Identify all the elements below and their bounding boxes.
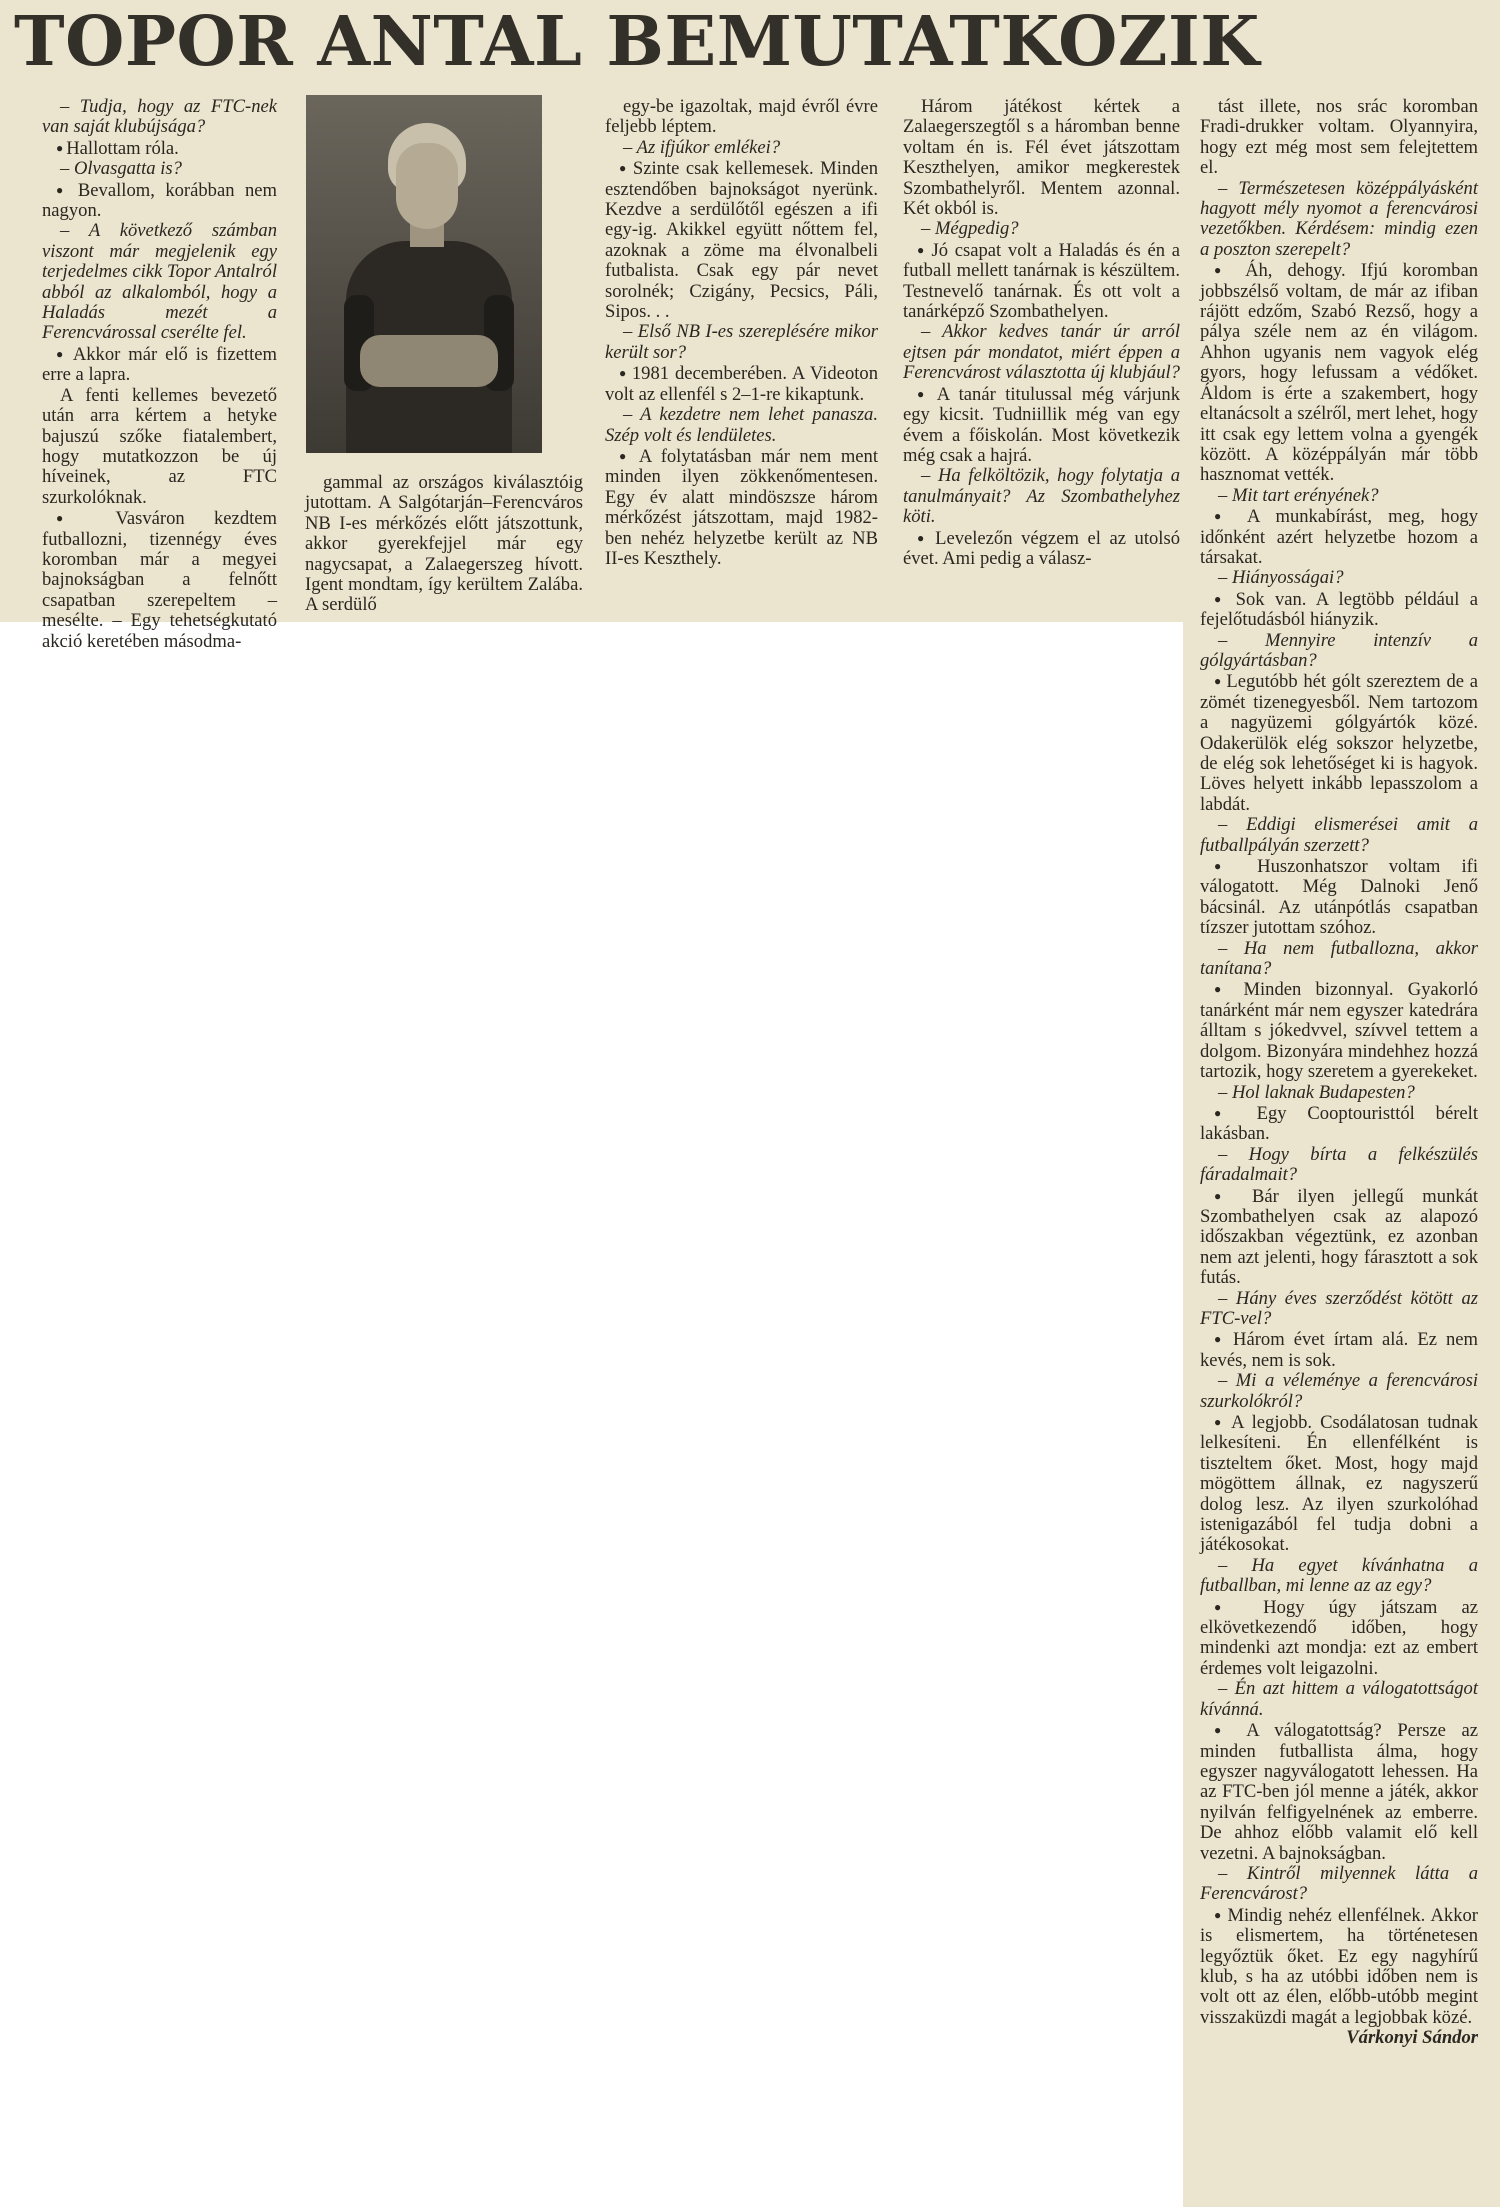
answer-paragraph: ● Levelezőn végzem el az utolsó évet. Ami pedig a válasz- [903, 528, 1180, 570]
player-portrait-photo [306, 95, 542, 453]
question-paragraph: – Ha felköltözik, hogy folytatja a tanulmányait? Az Szombathelyhez köti. [903, 465, 1180, 528]
answer-paragraph: ● A munkabírást, meg, hogy időnként azért helyzetbe hozom a társakat. [1200, 506, 1478, 568]
article-column-2 [305, 473, 583, 616]
author-signature: Várkonyi Sándor [1346, 2027, 1478, 2049]
answer-paragraph: ● Jó csapat volt a Haladás és én a futball mellett tanárnak is készültem. Testnevelő tanárnak. És ott volt a tanárképző Szombathelyen. [903, 240, 1180, 323]
answer-paragraph: ● Hogy úgy játszam az elkövetkezendő időben, hogy mindenki azt mondja: ezt az embert érdemes volt leigazolni. [1200, 1597, 1478, 1680]
answer-paragraph: ● A legjobb. Csodálatosan tudnak lelkesíteni. Én ellenfélként is tiszteltem őket. Most, hogy majd mögöttem állnak, ez nagyszerű dolog lesz. Az ilyen szurkolóhad istenigazából fel tudja dobni a játékosokat. [1200, 1412, 1478, 1556]
answer-paragraph: ● A folytatásban már nem ment minden ilyen zökkenőmentesen. Egy év alatt mindöszsze három mérkőzést játszottam, majd 1982-ben nehéz helyzetbe került az NB II-es Keszthely. [605, 446, 878, 569]
answer-paragraph: ● A válogatottság? Persze az minden futballista álma, hogy egyszer nagyválogatott lehessen. Ha az FTC-ben jól menne a játék, akkor nyilván felfigyelnének az emberre. De ahhoz előbb valamit elő kell vezetni. A bajnokságban. [1200, 1720, 1478, 1864]
answer-paragraph: ● Minden bizonnyal. Gyakorló tanárként már nem egyszer katedrára álltam s jókedvvel, szívvel tettem a dolgom. Bizonyára mindehhez hozzá tartozik, hogy szeretem a gyerekeket. [1200, 979, 1478, 1082]
article-column-3 [605, 97, 878, 569]
answer-paragraph: ● Sok van. A legtöbb például a fejelőtudásból hiányzik. [1200, 589, 1478, 631]
question-paragraph: – A következő számban viszont már megjelenik egy terjedelmes cikk Topor Antalról abból az alkalomból, hogy a Haladás mezét a Ferencvárossal cserélte fel. [42, 220, 277, 344]
question-paragraph: – Eddigi elismerései amit a futballpályán szerzett? [1200, 814, 1478, 856]
body-paragraph: A fenti kellemes bevezető után arra kértem a hetyke bajuszú szőke fiatalembert, hogy mutatkozzon be új híveinek, az FTC szurkolóknak. [42, 384, 277, 508]
article-column-5 [1200, 97, 1478, 2049]
question-paragraph: – Mi a véleménye a ferencvárosi szurkolókról? [1200, 1370, 1478, 1412]
body-paragraph: tást illete, nos srác koromban Fradi-drukker voltam. Olyannyira, hogy ezt még most sem felejtettem el. [1200, 96, 1478, 179]
article-column-4 [903, 97, 1180, 569]
question-paragraph: – Hiányosságai? [1218, 567, 1344, 589]
question-paragraph: – Ha nem futballozna, akkor tanítana? [1200, 937, 1478, 980]
answer-paragraph: ● Három évet írtam alá. Ez nem kevés, nem is sok. [1200, 1329, 1478, 1371]
answer-paragraph: ● A tanár titulussal még várjunk egy kicsit. Tudniillik még van egy évem a főiskolán. Most következik még csak a hajrá. [903, 384, 1180, 467]
answer-paragraph: ● Bevallom, korábban nem nagyon. [42, 180, 277, 222]
answer-paragraph: ● Legutóbb hét gólt szereztem de a zömét tizenegyesből. Nem tartozom a nagyüzemi gólgyártók közé. Odakerülök elég sokszor helyzetbe, de elég sok lehetőséget ki is hagyok. Löves helyett inkább lepasszolom a labdát. [1200, 671, 1478, 815]
question-paragraph: – Én azt hittem a válogatottságot kívánná. [1200, 1678, 1478, 1720]
question-paragraph: – Mennyire intenzív a gólgyártásban? [1200, 629, 1478, 671]
answer-paragraph: ● Akkor már elő is fizettem erre a lapra. [42, 344, 277, 386]
body-paragraph: Három játékost kértek a Zalaegerszegtől s a háromban benne voltam én is. Fél évet játszottam Keszthelyen, amikor megkerestek Szombathelyről. Mentem azonnal. Két okból is. [903, 96, 1180, 220]
question-paragraph: – Hogy bírta a felkészülés fáradalmait? [1200, 1143, 1478, 1186]
answer-paragraph: ● Áh, dehogy. Ifjú koromban jobbszélső voltam, de már az ifiban rájött edzőm, Szabó Rezső, hogy a pálya széle nem az én világom. Ahhon ugyanis nem vagyok elég gyors, hogy lefussam a védőket. Áldom is érte a szakembert, hogy eltanácsolt a szélről, mert lehet, hogy itt csak egy lettem volna a gyengék között. A középpályán már több hasznomat vették. [1200, 260, 1478, 485]
answer-paragraph: ● Vasváron kezdtem futballozni, tizennégy éves koromban már a megyei bajnokságban a felnőtt csapatban szerepeltem – mesélte. – Egy tehetségkutató akció keretében másodma- [42, 508, 277, 652]
body-paragraph: gammal az országos kiválasztóig jutottam. A Salgótarján–Ferencváros NB I-es mérkőzés előtt játszottunk, akkor gyerekfejjel már egy nagycsapat, a Zalaegerszeg hívott. Igent mondtam, így kerültem Zalába. A serdülő [305, 472, 583, 616]
body-paragraph: egy-be igazoltak, majd évről évre feljebb léptem. [605, 96, 878, 138]
article-headline: TOPOR ANTAL BEMUTATKOZIK [14, 2, 1260, 82]
answer-paragraph: ● Mindig nehéz ellenfélnek. Akkor is elismertem, ha történetesen legyőztük őket. Ez egy nagyhírű klub, s ha az utóbbi időben nem is volt ott az élen, előbb-utóbb megint visszaküzdi magát a legjobbak közé. [1200, 1905, 1478, 2028]
photo-crossed-arms [360, 335, 498, 387]
question-paragraph: – Első NB I-es szereplésére mikor került sor? [605, 321, 878, 363]
question-paragraph: – Olvasgatta is? [60, 158, 182, 180]
question-paragraph: – Kintről milyennek látta a Ferencvárost? [1200, 1862, 1478, 1905]
question-paragraph: – Mégpedig? [921, 218, 1019, 240]
answer-paragraph: ● 1981 decemberében. A Videoton volt az ellenfél s 2–1-re kikaptunk. [605, 363, 878, 405]
answer-paragraph: ● Szinte csak kellemesek. Minden esztendőben bajnokságot nyerünk. Kezdve a serdülőtől egészen a ifi egy-ig. Akikkel együtt nőttem fel, azoknak a zöme ma élvonalbeli futbalista. Csak egy pár nevet sorolnék; Czigány, Pecsics, Páli, Sipos. . . [605, 158, 878, 322]
question-paragraph: – Hány éves szerződést kötött az FTC-vel? [1200, 1287, 1478, 1329]
question-paragraph: – Mit tart erényének? [1218, 484, 1379, 506]
answer-paragraph: ● Huszonhatszor voltam ifi válogatott. Még Dalnoki Jenő bácsinál. Az utánpótlás csapatban tízszer jutottam szóhoz. [1200, 856, 1478, 939]
question-paragraph: – Ha egyet kívánhatna a futballban, mi lenne az az egy? [1200, 1554, 1478, 1597]
question-paragraph: – Az ifjúkor emlékei? [623, 136, 781, 158]
question-paragraph: – Hol laknak Budapesten? [1218, 1081, 1415, 1103]
question-paragraph: – Természetesen középpályásként hagyott mély nyomot a ferencvárosi vezetőkben. Kérdésem: mindig ezen a poszton szerepelt? [1200, 177, 1478, 260]
question-paragraph: – Akkor kedves tanár úr arról ejtsen pár mondatot, miért éppen a Ferencvárost választotta új klubjául? [903, 321, 1180, 384]
question-paragraph: – A kezdetre nem lehet panasza. Szép volt és lendületes. [605, 404, 878, 446]
answer-paragraph: ● Egy Cooptouristtól bérelt lakásban. [1200, 1103, 1478, 1145]
photo-face [396, 143, 458, 229]
answer-paragraph: ● Hallottam róla. [42, 138, 277, 159]
answer-paragraph: ● Bár ilyen jellegű munkát Szombathelyen csak az alapozó időszakban végeztünk, ez azonban nem azt jelenti, hogy fárasztott a sok futás. [1200, 1186, 1478, 1289]
question-paragraph: – Tudja, hogy az FTC-nek van saját klubújsága? [42, 96, 277, 138]
article-column-1 [42, 97, 277, 652]
